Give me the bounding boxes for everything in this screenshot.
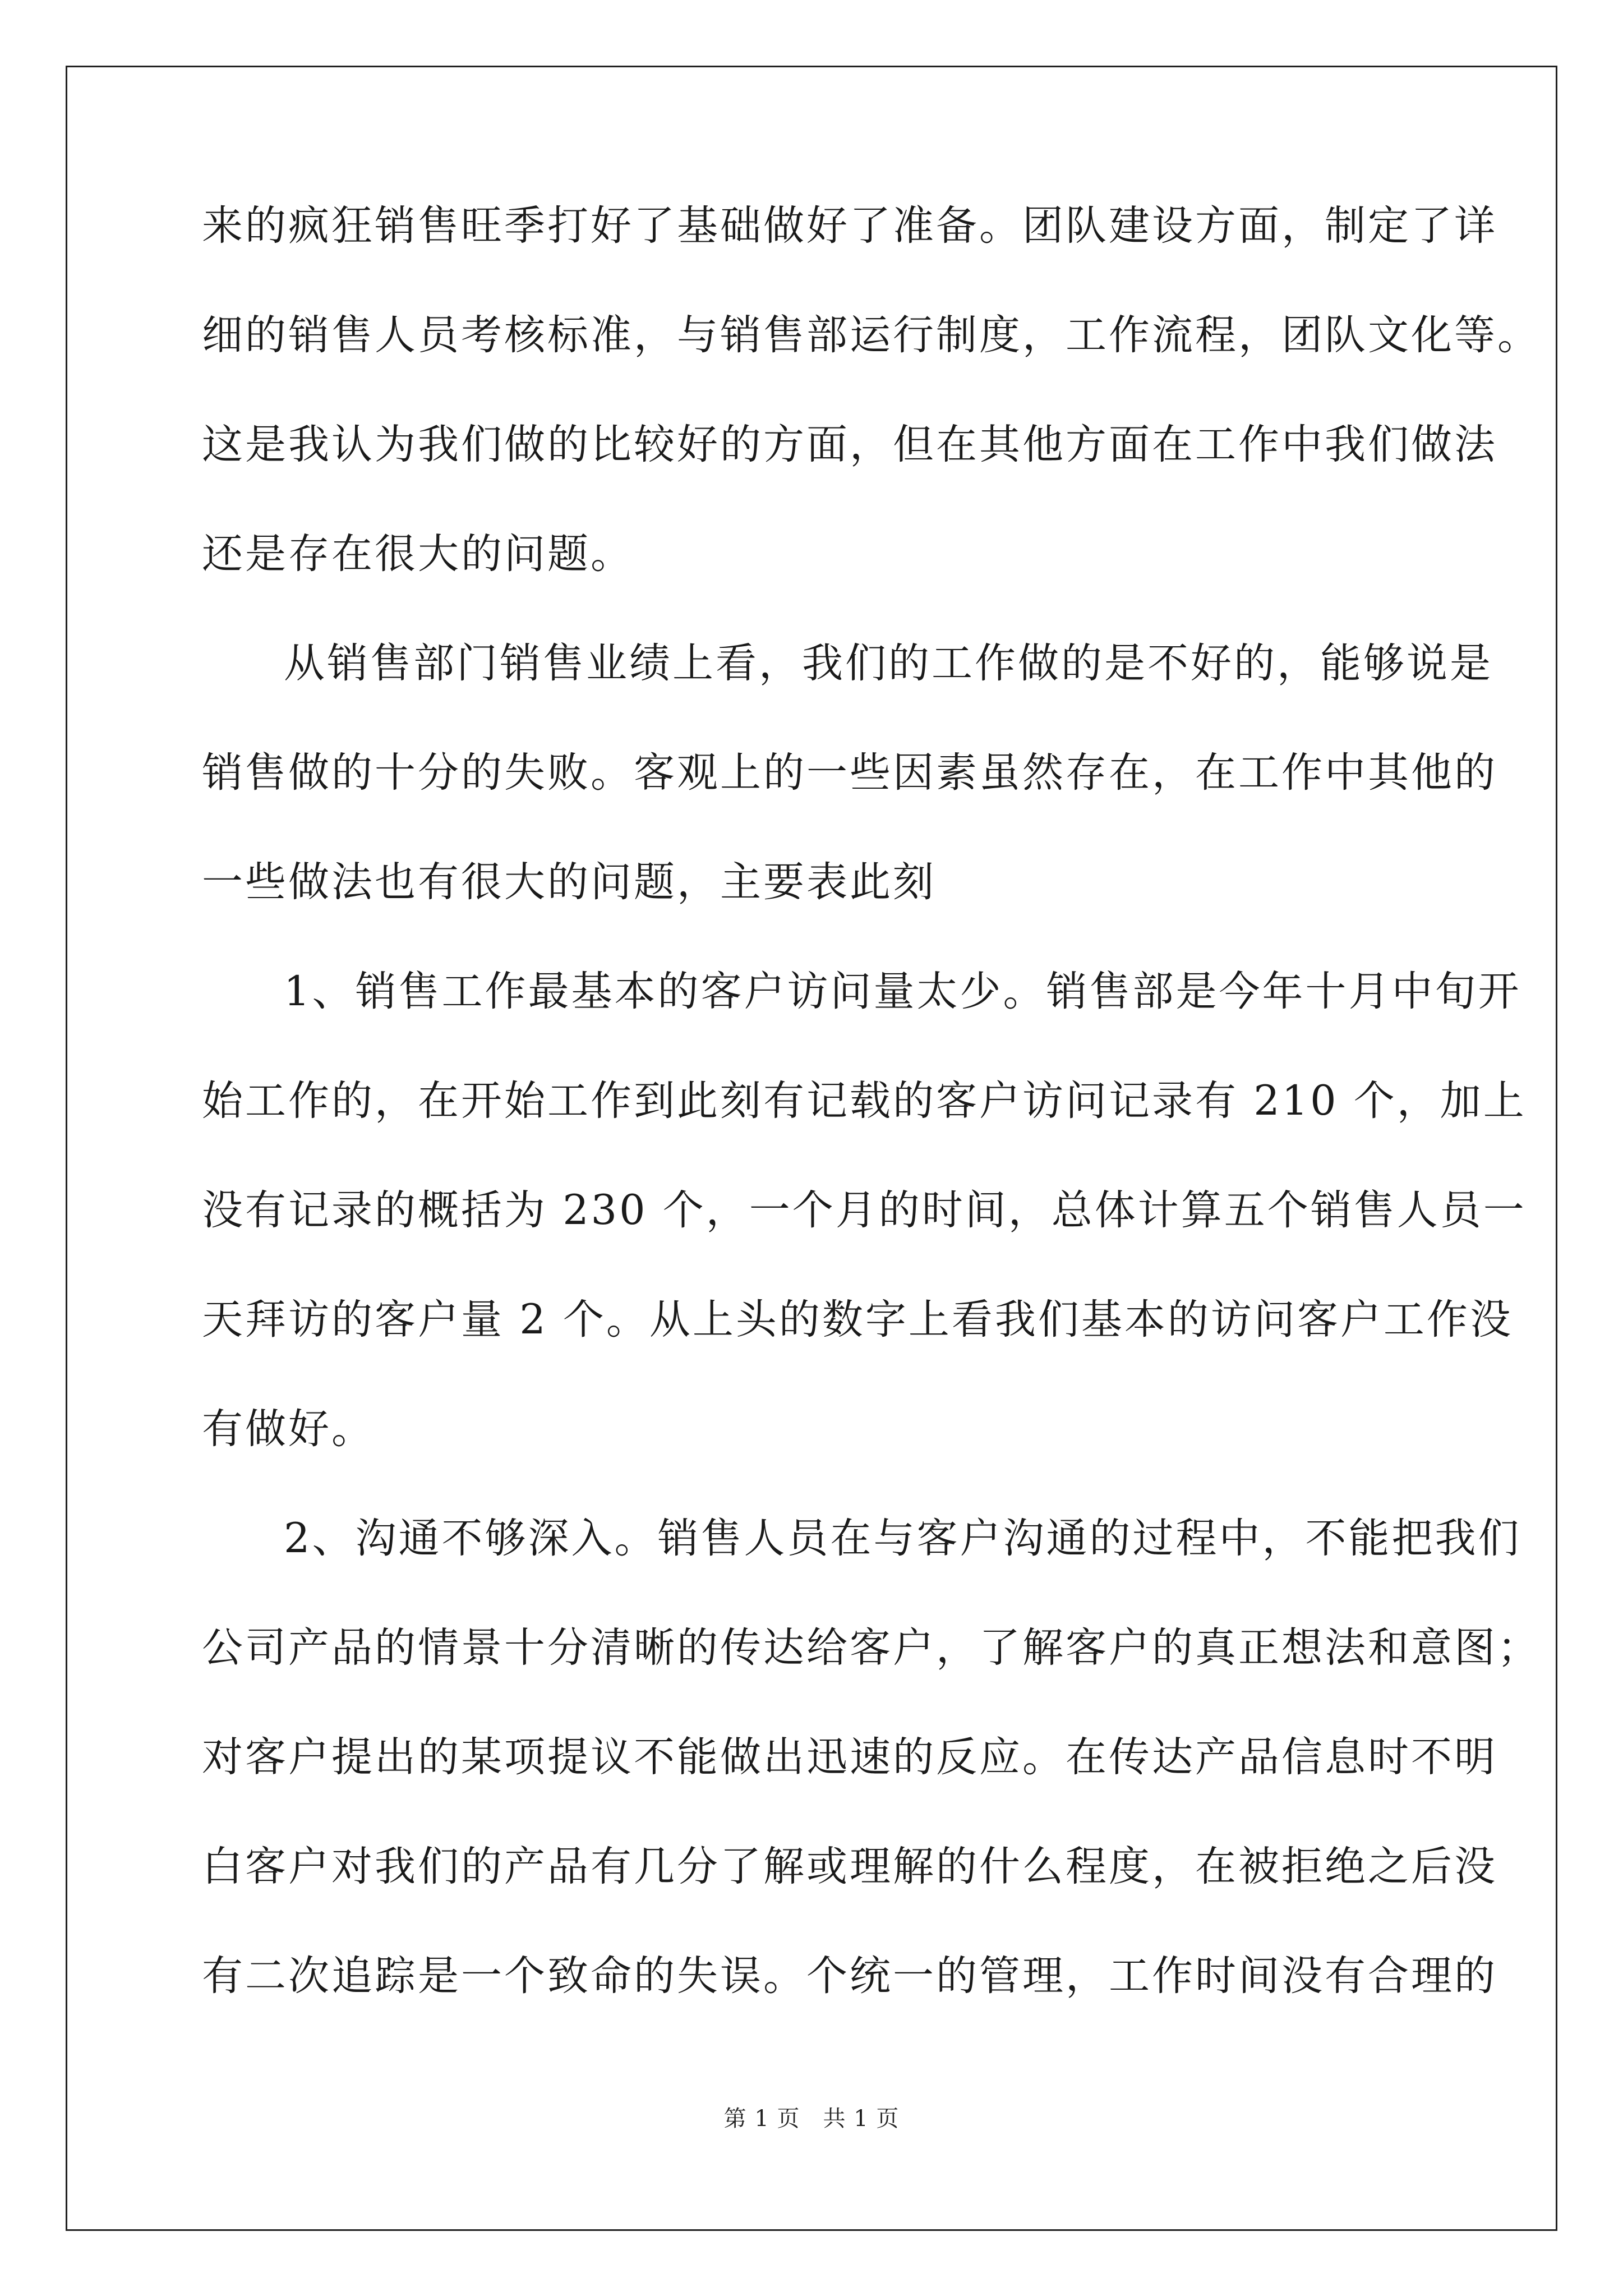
text-line: 细的销售人员考核标准，与销售部运行制度，工作流程，团队文化等。 xyxy=(202,311,1541,359)
text-line: 有做好。 xyxy=(202,1405,375,1453)
paragraph-first-line: 从销售部门销售业绩上看，我们的工作做的是不好的，能够说是 xyxy=(284,639,1493,687)
text-line: 还是存在很大的问题。 xyxy=(202,530,634,578)
page-footer: 第 1 页 共 1 页 xyxy=(723,2106,900,2132)
document-body xyxy=(202,202,1541,2065)
text-line: 天拜访的客户量 2 个。从上头的数字上看我们基本的访问客户工作没 xyxy=(202,1296,1513,1343)
text-line: 来的疯狂销售旺季打好了基础做好了准备。团队建设方面，制定了详 xyxy=(202,202,1497,250)
text-line: 没有记录的概括为 230 个，一个月的时间，总体计算五个销售人员一 xyxy=(202,1186,1527,1234)
text-line: 这是我认为我们做的比较好的方面，但在其他方面在工作中我们做法 xyxy=(202,421,1497,468)
text-line: 有二次追踪是一个致命的失误。个统一的管理，工作时间没有合理的 xyxy=(202,1952,1497,2000)
text-line: 对客户提出的某项提议不能做出迅速的反应。在传达产品信息时不明 xyxy=(202,1733,1497,1781)
list-item-1-first-line: 1、销售工作最基本的客户访问量太少。销售部是今年十月中旬开 xyxy=(284,968,1521,1015)
text-line: 白客户对我们的产品有几分了解或理解的什么程度，在被拒绝之后没 xyxy=(202,1843,1497,1890)
text-line: 一些做法也有很大的问题，主要表此刻 xyxy=(202,858,936,906)
text-line: 公司产品的情景十分清晰的传达给客户，了解客户的真正想法和意图； xyxy=(202,1624,1541,1672)
text-line: 始工作的，在开始工作到此刻有记载的客户访问记录有 210 个，加上 xyxy=(202,1077,1527,1125)
text-line: 销售做的十分的失败。客观上的一些因素虽然存在，在工作中其他的 xyxy=(202,749,1497,797)
list-item-2-first-line: 2、沟通不够深入。销售人员在与客户沟通的过程中，不能把我们 xyxy=(284,1515,1521,1562)
